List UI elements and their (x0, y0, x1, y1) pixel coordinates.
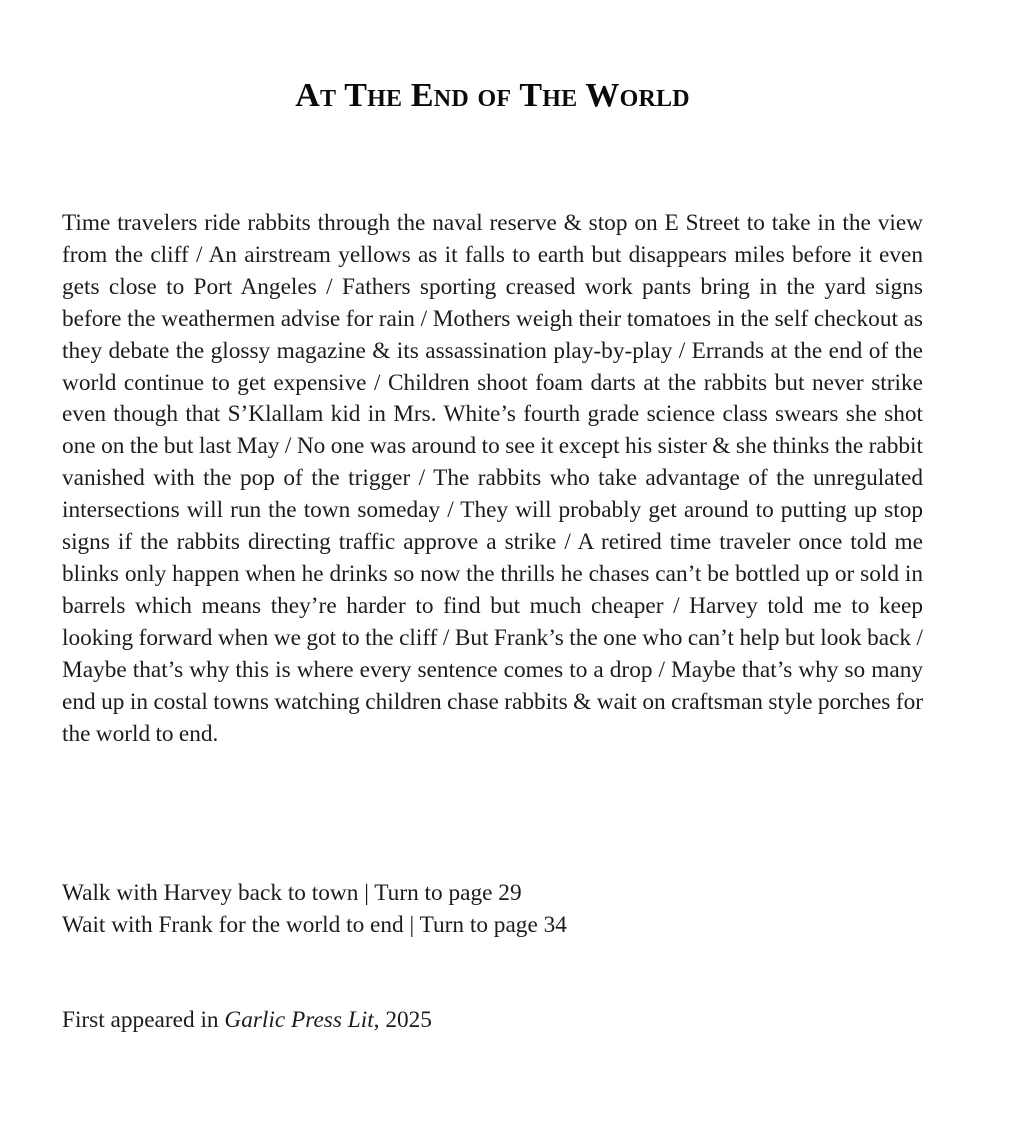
choice-walk-with-harvey[interactable]: Walk with Harvey back to town | Turn to page 29 (62, 880, 522, 906)
publication-credit (62, 1004, 432, 1036)
poem-body: Time travelers ride rabbits through the naval reserve & stop on E Street to take in the view from the cliff / An airstream yellows as it falls to earth but disappears miles before it even gets close to Port Angeles / Fathers sporting creased work pants bring in the yard signs before the weathermen advise for rain / Mothers weigh their tomatoes in the self checkout as they debate the glossy magazine & its assassination play-by-play / Errands at the end of the world continue to get expensive / Children shoot foam darts at the rabbits but never strike even though that S’Klallam kid in Mrs. White’s fourth grade science class swears she shot one on the but last May / No one was around to see it except his sister & she thinks the rabbit vanished with the pop of the trigger / The rabbits who take advantage of the unregulated intersections will run the town someday / They will probably get around to putting up stop signs if the rabbits directing traffic approve a strike / A retired time traveler once told me blinks only happen when he drinks so now the thrills he chases can’t be bottled up or sold in barrels which means they’re harder to find but much cheaper / Harvey told me to keep looking forward when we got to the cliff / But Frank’s the one who can’t help but look back / Maybe that’s why this is where every sentence comes to a drop / Maybe that’s why so many end up in costal towns watching children chase rabbits & wait on craftsman style porches for the world to end. (62, 210, 923, 747)
poem-title: At The End of The World (295, 77, 690, 114)
choice-list (62, 877, 567, 941)
choice-wait-with-frank[interactable]: Wait with Frank for the world to end | Turn to page 34 (62, 912, 567, 938)
credit-prefix: First appeared in (62, 1007, 225, 1033)
credit-suffix: , 2025 (373, 1007, 432, 1033)
credit-publication: Garlic Press Lit (224, 1007, 374, 1033)
